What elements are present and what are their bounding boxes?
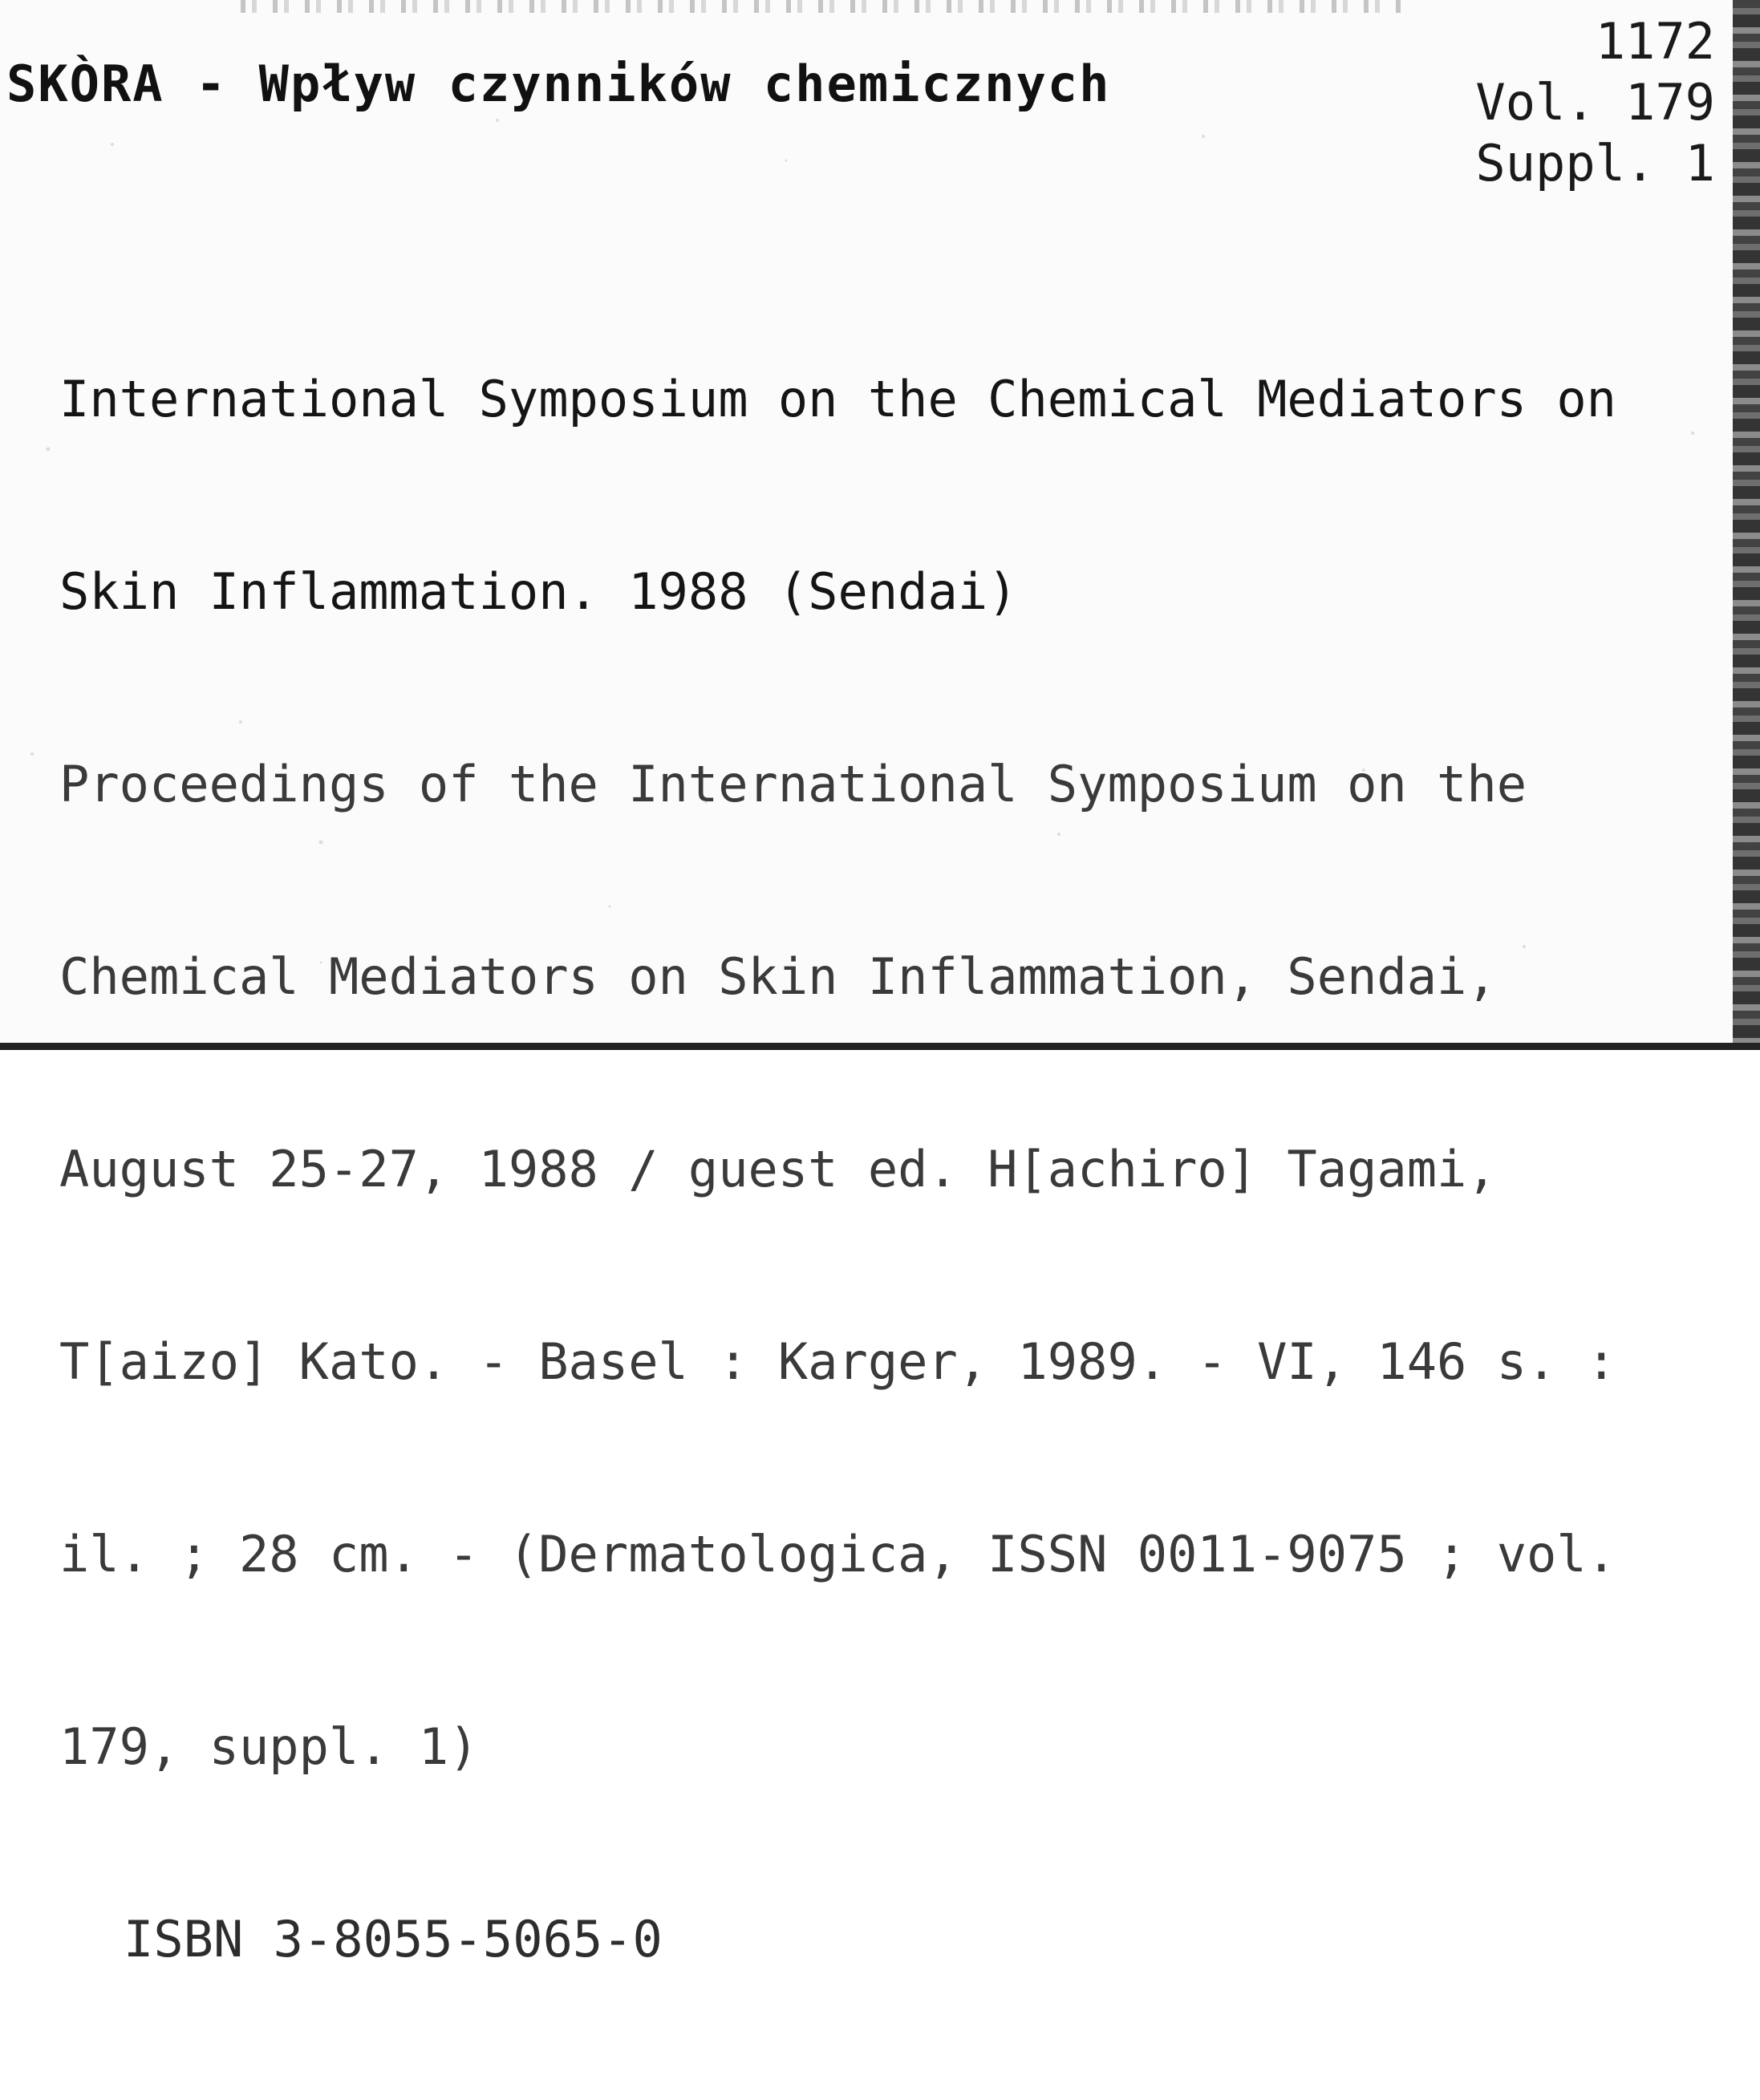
uniform-heading-line: International Symposium on the Chemical Mediators on xyxy=(59,370,1617,428)
uniform-heading-line: Skin Inflammation. 1988 (Sendai) xyxy=(59,562,1018,621)
isbn: ISBN 3-8055-5065-0 xyxy=(124,1910,663,1968)
description-line: il. ; 28 cm. - (Dermatologica, ISSN 0011-9075 ; vol. xyxy=(59,1525,1617,1583)
description-line: 179, suppl. 1) xyxy=(59,1717,479,1776)
description-line: T[aizo] Kato. - Basel : Karger, 1989. - VI, 146 s. : xyxy=(59,1332,1617,1391)
call-number xyxy=(1475,11,1715,194)
description-line: Proceedings of the International Symposium on the xyxy=(59,755,1527,813)
scan-artifact-top xyxy=(241,0,1404,13)
description-line: August 25-27, 1988 / guest ed. H[achiro] Tagami, xyxy=(59,1140,1497,1198)
call-number-line: Suppl. 1 xyxy=(1475,134,1715,193)
description-line: Chemical Mediators on Skin Inflammation, Sendai, xyxy=(59,947,1497,1006)
bibliographic-record xyxy=(59,239,1616,2100)
call-number-line: Vol. 179 xyxy=(1475,73,1715,132)
card-edge-right xyxy=(1733,0,1760,1050)
call-number-line: 1172 xyxy=(1595,12,1715,71)
subject-header: SKÒRA - Wpływ czynników chemicznych xyxy=(6,55,1111,113)
